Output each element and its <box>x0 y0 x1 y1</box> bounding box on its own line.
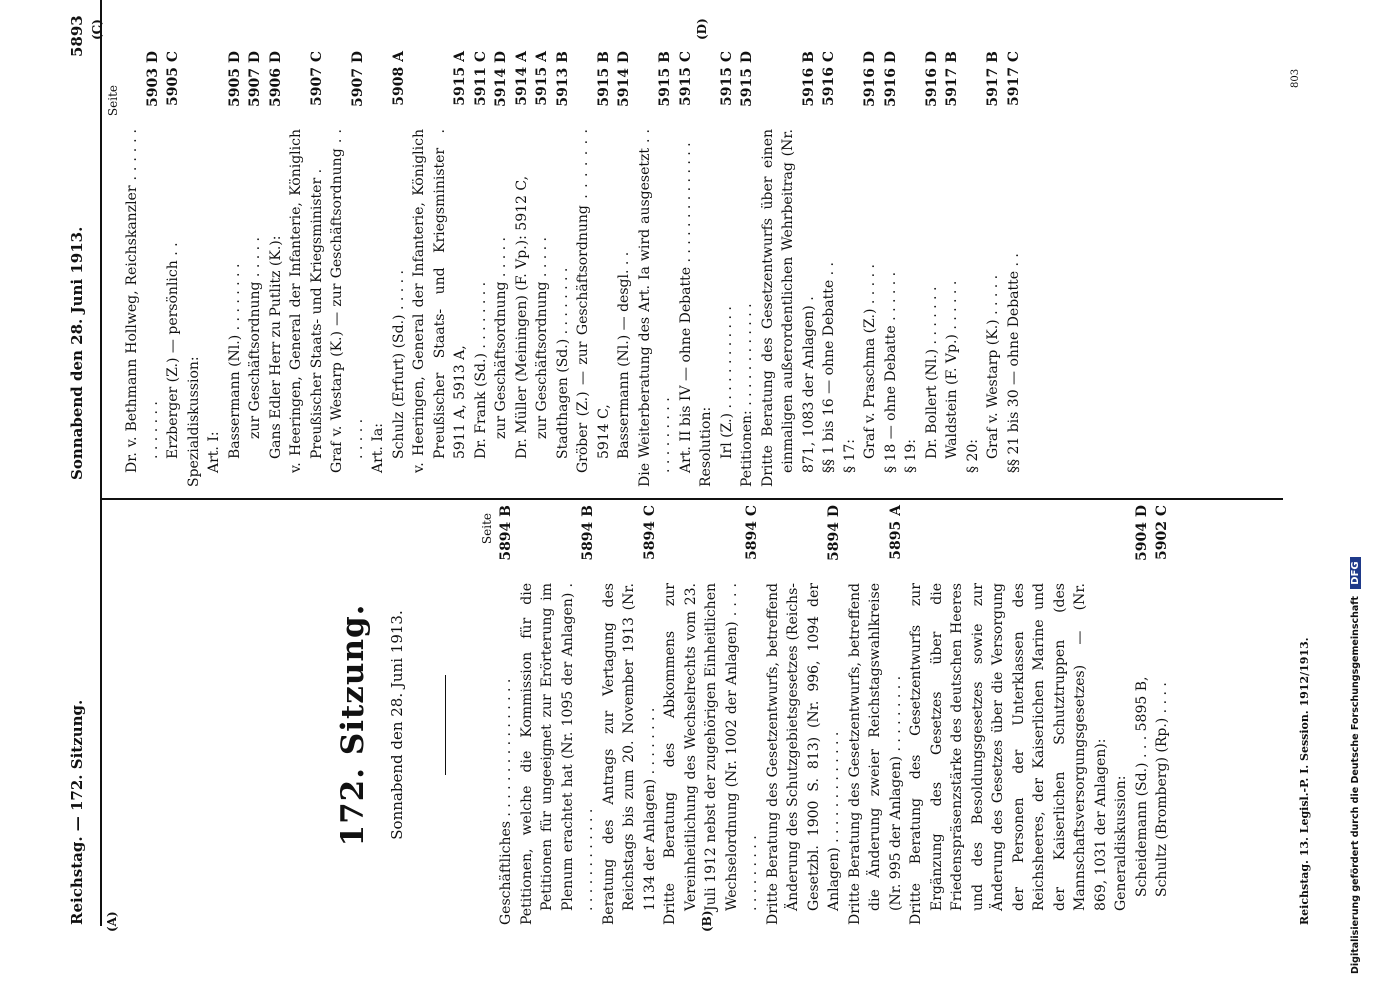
toc-entry: Gans Edler Herr zu Putlitz (K.): 5906 D <box>267 51 284 459</box>
toc-column-left <box>478 505 1173 925</box>
toc-entry: Dritte Beratung des Gesetzentwurfs über einen einmaligen außerordentlichen Wehrbeitrag (Nr. 871, 1083 der Anlagen) . 5916 B <box>759 51 817 487</box>
toc-entry: Waldstein (F. Vp.) . . . . . . 5917 B <box>944 51 960 459</box>
toc-entry: Dritte Beratung des Gesetzentwurfs zur Ergänzung des Gesetzes über die Friedenspräsenzstärke des deutschen Heeres und des Besoldungsgesetzes sowie zur Änderung des Gesetzes über die Versorgung der Personen der Unterklassen des Reichsheeres, der Kaiserlichen Marine und der Kaiserlichen Schutztruppen (des Mannschaftsversorgungsgesetzes) — (Nr. 869, 1031 der Anlagen): <box>908 583 1109 925</box>
toc-entry: Dr. v. Bethmann Hollweg, Reichskanzler . . . . . . . . . . . . . 5903 D <box>124 51 161 473</box>
header-page-number: 5893 <box>68 15 86 57</box>
toc-entry: Bassermann (Nl.) . . . . . . . . 5905 D <box>226 51 243 459</box>
toc-entry: Graf v. Westarp (K.) — zur Geschäftsordnung . . . . . . . 5907 D <box>329 51 366 473</box>
toc-entry: v. Heeringen, General der Infanterie, Königlich Preußischer Staats- und Kriegsminister . 5911 A, 5913 A, 5915 A <box>411 51 468 473</box>
toc-entry: Erzberger (Z.) — persönlich . . 5905 C <box>165 51 181 459</box>
toc-entry: Resolution: <box>698 406 714 487</box>
margin-a: (A) <box>105 911 119 932</box>
margin-b: (B) <box>700 910 714 932</box>
toc-entry: zur Geschäftsordnung . . . . . 5915 A <box>534 51 550 439</box>
toc-entry: Beratung des Antrags zur Vertagung des Reichstags bis zum 20. November 1913 (Nr. 1134 der Anlagen) . . . . . . . . 5894 C <box>600 505 658 925</box>
toc-entry: Dritte Beratung des Gesetzentwurfs, betreffend Änderung des Schutzgebietsgesetzes (Reichs-Gesetzbl. 1900 S. 813) (Nr. 996, 1094 der Anlagen) . . . . . . . . . . . . . 5894 D <box>764 505 842 925</box>
toc-entry: Petitionen: . . . . . . . . . . . . 5915 D <box>739 51 755 487</box>
session-date: Sonnabend den 28. Juni 1913. <box>388 610 406 840</box>
toc-entry: § 19: <box>903 439 919 473</box>
digitization-note: Digitalisierung gefördert durch die Deutsche Forschungsgemeinschaft <box>1350 596 1361 974</box>
toc-entry: Dritte Beratung des Abkommens zur Vereinheitlichung des Wechselrechts vom 23. Juli 1912 nebst der zugehörigen Einheitlichen Wechselordnung (Nr. 1002 der Anlagen) . . . . . . . . . . . . . 5894 C <box>662 505 760 925</box>
toc-entry: Dr. Bollert (Nl.) . . . . . . . 5916 D <box>923 51 940 459</box>
toc-column-right <box>104 51 1024 487</box>
toc-entry: Dritte Beratung des Gesetzentwurfs, betreffend die Änderung zweier Reichstagswahlkreise (Nr. 995 der Anlagen) . . . . . . . . . 5895 A <box>846 505 904 925</box>
seite-label: Seite <box>106 85 120 117</box>
toc-entry: zur Geschäftsordnung . . . . . 5914 D <box>493 51 509 439</box>
toc-entry: Art. Ia: <box>370 423 386 473</box>
margin-d: (D) <box>695 18 709 40</box>
header-rule <box>100 0 102 926</box>
toc-entry: Geschäftliches . . . . . . . . . . . . . . . . 5894 B <box>498 505 514 925</box>
toc-entry: Gröber (Z.) — zur Geschäftsordnung . . . . . . . 5914 C, 5915 B <box>575 51 612 473</box>
footer-signature: Reichstag. 13. Legisl.-P. I. Session. 1912/1913. <box>1298 637 1311 925</box>
session-title: 172. Sitzung. <box>335 603 371 847</box>
toc-entry: Stadthagen (Sd.) . . . . . . . . 5913 B <box>554 51 571 459</box>
toc-entry: Bassermann (Nl.) — desgl. . . 5914 D <box>616 51 632 459</box>
toc-entry: § 18 — ohne Debatte . . . . . . 5916 D <box>882 51 899 473</box>
toc-entry: §§ 1 bis 16 — ohne Debatte . . 5916 C <box>821 51 837 473</box>
toc-entry: Spezialdiskussion: <box>185 356 202 487</box>
toc-entry: Petitionen, welche die Kommission für die Petitionen für ungeeignet zur Erörterung im Plenum erachtet hat (Nr. 1095 der Anlagen) . . . . . . . . . . . . . 5894 B <box>518 505 596 925</box>
toc-entry: Die Weiterberatung des Art. Ia wird ausgesetzt . . . . . . . . . . . 5915 B <box>636 51 673 487</box>
digitization-credit <box>1350 14 1361 974</box>
toc-entry: zur Geschäftsordnung . . . . . 5907 D <box>247 51 263 439</box>
title-rule <box>445 675 446 775</box>
toc-entry: Graf v. Praschma (Z.) . . . . . 5916 D <box>862 51 878 459</box>
toc-entry: Irl (Z.) . . . . . . . . . . . . 5915 C <box>718 51 735 459</box>
toc-entry: Scheidemann (Sd.) . . . 5895 B, 5904 D <box>1133 505 1150 897</box>
toc-entry: Schultz (Bromberg) (Rp.) . . . . 5902 C <box>1154 505 1170 897</box>
header-right: Sonnabend den 28. Juni 1913. <box>68 226 86 480</box>
toc-entry: § 20: <box>964 439 981 473</box>
toc-entry: Generaldiskussion: <box>1113 775 1129 911</box>
seite-label: Seite <box>480 513 494 545</box>
toc-entry: Graf v. Westarp (K.) . . . . . 5917 B <box>985 51 1001 459</box>
toc-entry: Dr. Müller (Meiningen) (F. Vp.): 5912 C, 5914 A <box>513 51 530 459</box>
toc-entry: Art. I: <box>206 431 222 473</box>
toc-entry: Dr. Frank (Sd.) . . . . . . . . 5911 C <box>472 51 489 459</box>
toc-entry: § 17: <box>841 439 858 473</box>
toc-entry: Art. II bis IV — ohne Debatte . . . . . . . . . . . . . . 5915 C <box>677 51 694 473</box>
toc-entry: §§ 21 bis 30 — ohne Debatte . . 5917 C <box>1005 51 1022 473</box>
column-divider <box>100 498 1283 500</box>
page-serial: 803 <box>1290 68 1301 88</box>
margin-c: (C) <box>90 19 104 40</box>
toc-entry: Schulz (Erfurt) (Sd.) . . . . . 5908 A <box>390 51 407 459</box>
toc-entry: v. Heeringen, General der Infanterie, Königlich Preußischer Staats- und Kriegsminister . 5907 C <box>288 51 325 473</box>
header-left: Reichstag. — 172. Sitzung. <box>68 699 86 925</box>
dfg-logo: DFG <box>1350 557 1361 588</box>
